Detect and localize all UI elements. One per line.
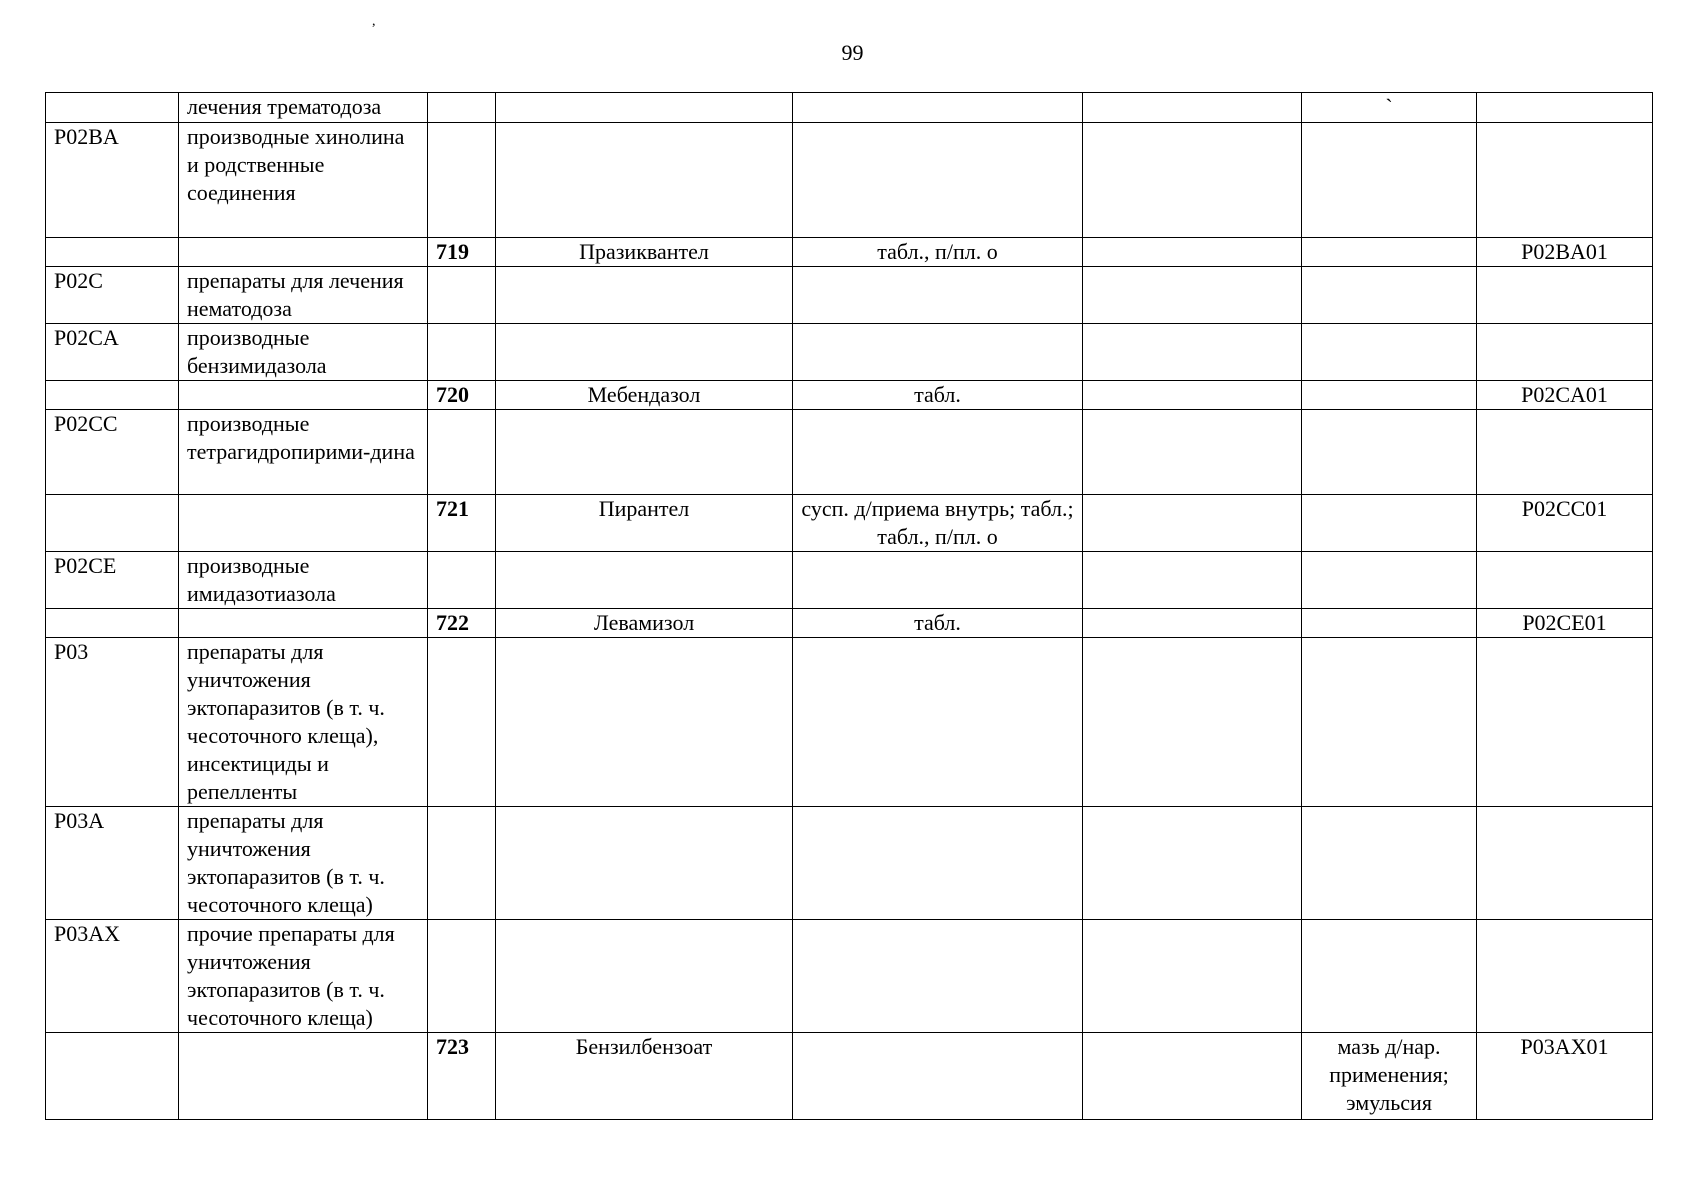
empty-cell	[1083, 495, 1302, 552]
atc-group-code	[46, 495, 179, 552]
empty-cell	[1083, 381, 1302, 410]
dosage-form-alt	[1302, 638, 1477, 807]
drug-name: Празиквантел	[496, 238, 793, 267]
atc-group-name: производные хинолина и родственные соединения	[179, 123, 428, 238]
atc-group-name: препараты для уничтожения эктопаразитов (в т. ч. чесоточного клеща)	[179, 807, 428, 920]
atc-group-name	[179, 495, 428, 552]
atc-code	[1477, 552, 1653, 609]
atc-group-code: P02CE	[46, 552, 179, 609]
dosage-form-alt	[1302, 807, 1477, 920]
table-row	[46, 238, 1653, 267]
empty-cell	[1083, 238, 1302, 267]
table-row	[46, 123, 1653, 238]
atc-group-name: прочие препараты для уничтожения эктопаразитов (в т. ч. чесоточного клеща)	[179, 920, 428, 1033]
atc-group-code: P02C	[46, 267, 179, 324]
atc-code	[1477, 267, 1653, 324]
drug-name	[496, 638, 793, 807]
item-number	[428, 552, 496, 609]
item-number	[428, 410, 496, 495]
atc-code	[1477, 807, 1653, 920]
dosage-form	[793, 410, 1083, 495]
dosage-form	[793, 638, 1083, 807]
atc-code: P02BA01	[1477, 238, 1653, 267]
atc-group-code: P03A	[46, 807, 179, 920]
drug-name: Мебендазол	[496, 381, 793, 410]
atc-code: P03AX01	[1477, 1033, 1653, 1120]
dosage-form	[793, 324, 1083, 381]
dosage-form-alt	[1302, 552, 1477, 609]
atc-group-name: препараты для уничтожения эктопаразитов (в т. ч. чесоточного клеща), инсектициды и репелленты	[179, 638, 428, 807]
dosage-form: табл., п/пл. о	[793, 238, 1083, 267]
atc-code	[1477, 123, 1653, 238]
atc-code	[1477, 638, 1653, 807]
drug-name: Пирантел	[496, 495, 793, 552]
item-number	[428, 920, 496, 1033]
atc-group-name: производные тетрагидропирими-дина	[179, 410, 428, 495]
dosage-form-alt	[1302, 609, 1477, 638]
table-row	[46, 807, 1653, 920]
dosage-form	[793, 123, 1083, 238]
drug-name	[496, 267, 793, 324]
atc-group-code	[46, 238, 179, 267]
table-row	[46, 495, 1653, 552]
dosage-form-alt: мазь д/нар. применения; эмульсия	[1302, 1033, 1477, 1120]
atc-code: P02CA01	[1477, 381, 1653, 410]
atc-group-name: лечения трематодоза	[179, 93, 428, 123]
drug-name	[496, 93, 793, 123]
table-row	[46, 552, 1653, 609]
item-number: 722	[428, 609, 496, 638]
dosage-form-alt	[1302, 123, 1477, 238]
item-number	[428, 267, 496, 324]
item-number: 719	[428, 238, 496, 267]
dosage-form-alt	[1302, 495, 1477, 552]
table-row	[46, 609, 1653, 638]
drug-classification-table	[45, 92, 1653, 1120]
top-stray-mark: ,	[372, 14, 376, 29]
atc-group-code: P03	[46, 638, 179, 807]
drug-name	[496, 552, 793, 609]
table-row	[46, 267, 1653, 324]
drug-name	[496, 324, 793, 381]
atc-code	[1477, 324, 1653, 381]
atc-group-name: производные имидазотиазола	[179, 552, 428, 609]
empty-cell	[1083, 267, 1302, 324]
item-number	[428, 324, 496, 381]
dosage-form	[793, 267, 1083, 324]
empty-cell	[1083, 920, 1302, 1033]
atc-group-code	[46, 1033, 179, 1120]
empty-cell	[1083, 609, 1302, 638]
atc-group-name: препараты для лечения нематодоза	[179, 267, 428, 324]
dosage-form	[793, 920, 1083, 1033]
atc-group-code: P02BA	[46, 123, 179, 238]
drug-name	[496, 920, 793, 1033]
table-row	[46, 410, 1653, 495]
atc-code: P02CC01	[1477, 495, 1653, 552]
atc-group-code: P02CA	[46, 324, 179, 381]
atc-code	[1477, 93, 1653, 123]
dosage-form	[793, 552, 1083, 609]
atc-group-name: производные бензимидазола	[179, 324, 428, 381]
atc-group-name	[179, 1033, 428, 1120]
dosage-form: табл.	[793, 381, 1083, 410]
dosage-form	[793, 1033, 1083, 1120]
atc-group-code	[46, 381, 179, 410]
dosage-form	[793, 93, 1083, 123]
empty-cell	[1083, 93, 1302, 123]
page-number: 99	[841, 40, 864, 65]
drug-name	[496, 410, 793, 495]
atc-code: P02CE01	[1477, 609, 1653, 638]
atc-code	[1477, 920, 1653, 1033]
dosage-form-alt	[1302, 920, 1477, 1033]
atc-code	[1477, 410, 1653, 495]
item-number	[428, 123, 496, 238]
drug-name	[496, 807, 793, 920]
table-row	[46, 93, 1653, 123]
empty-cell	[1083, 807, 1302, 920]
table-row	[46, 324, 1653, 381]
dosage-form-alt	[1302, 381, 1477, 410]
atc-group-name	[179, 609, 428, 638]
drug-name	[496, 123, 793, 238]
table-row	[46, 381, 1653, 410]
table-row	[46, 638, 1653, 807]
table-row	[46, 920, 1653, 1033]
atc-group-code	[46, 609, 179, 638]
atc-group-code: P02CC	[46, 410, 179, 495]
empty-cell	[1083, 552, 1302, 609]
item-number	[428, 638, 496, 807]
item-number: 720	[428, 381, 496, 410]
empty-cell	[1083, 638, 1302, 807]
item-number: 721	[428, 495, 496, 552]
empty-cell	[1083, 324, 1302, 381]
atc-group-name	[179, 238, 428, 267]
dosage-form: табл.	[793, 609, 1083, 638]
drug-name: Бензилбензоат	[496, 1033, 793, 1120]
empty-cell	[1083, 410, 1302, 495]
dosage-form: сусп. д/приема внутрь; табл.; табл., п/пл. о	[793, 495, 1083, 552]
empty-cell	[1083, 1033, 1302, 1120]
dosage-form-alt	[1302, 238, 1477, 267]
atc-group-code	[46, 93, 179, 123]
dosage-form	[793, 807, 1083, 920]
atc-group-code: P03AX	[46, 920, 179, 1033]
dosage-form-alt	[1302, 410, 1477, 495]
dosage-form-alt: `	[1302, 93, 1477, 123]
drug-name: Левамизол	[496, 609, 793, 638]
dosage-form-alt	[1302, 324, 1477, 381]
atc-group-name	[179, 381, 428, 410]
empty-cell	[1083, 123, 1302, 238]
dosage-form-alt	[1302, 267, 1477, 324]
item-number	[428, 93, 496, 123]
table-row	[46, 1033, 1653, 1120]
item-number: 723	[428, 1033, 496, 1120]
item-number	[428, 807, 496, 920]
